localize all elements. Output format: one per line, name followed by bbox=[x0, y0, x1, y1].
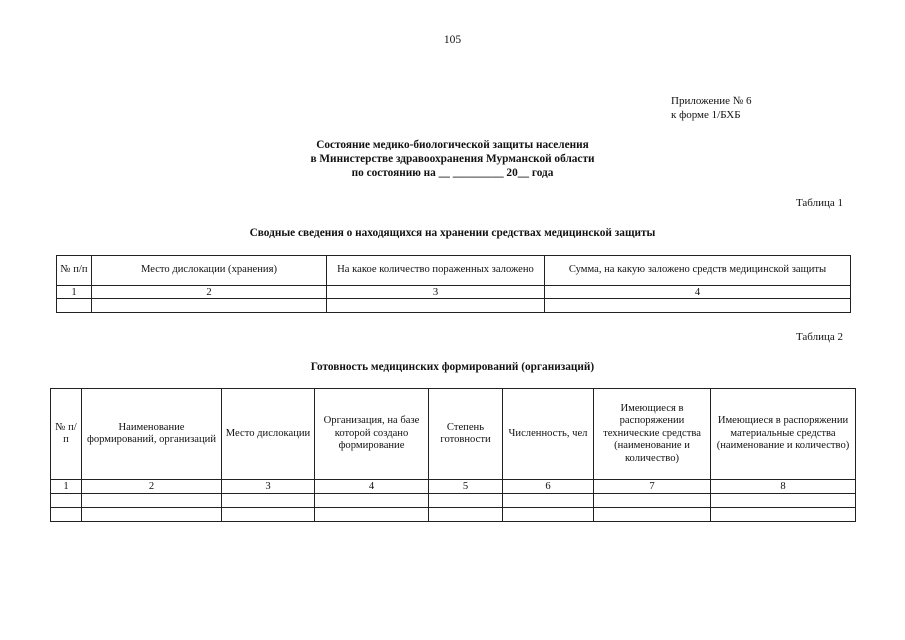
column-number: 8 bbox=[711, 480, 856, 494]
header-cell: Организация, на базе которой создано формирование bbox=[315, 389, 429, 480]
table-cell bbox=[503, 494, 594, 508]
header-cell: Численность, чел bbox=[503, 389, 594, 480]
table-header-row bbox=[51, 389, 856, 480]
table-header-row bbox=[57, 256, 851, 286]
table-cell bbox=[545, 299, 851, 313]
table-cell bbox=[51, 508, 82, 522]
title-line-2: в Министерстве здравоохранения Мурманской области bbox=[310, 153, 595, 165]
header-cell: Наименование формирований, организаций bbox=[82, 389, 222, 480]
table-cell bbox=[315, 508, 429, 522]
column-number-row bbox=[57, 286, 851, 299]
table-cell bbox=[594, 494, 711, 508]
table-cell bbox=[429, 494, 503, 508]
column-number-row bbox=[51, 480, 856, 494]
table-cell bbox=[222, 508, 315, 522]
column-number: 7 bbox=[594, 480, 711, 494]
column-number: 3 bbox=[222, 480, 315, 494]
column-number: 3 bbox=[327, 286, 545, 299]
column-number: 1 bbox=[51, 480, 82, 494]
column-number: 4 bbox=[315, 480, 429, 494]
header-cell: Имеющиеся в распоряжении материальные средства (наименование и количество) bbox=[711, 389, 856, 480]
column-number: 6 bbox=[503, 480, 594, 494]
table-cell bbox=[57, 299, 92, 313]
table-cell bbox=[429, 508, 503, 522]
appendix-line-1: Приложение № 6 bbox=[671, 95, 752, 107]
table-row bbox=[57, 299, 851, 313]
table-cell bbox=[594, 508, 711, 522]
appendix-line-2: к форме 1/БХБ bbox=[671, 109, 741, 121]
title-line-3: по состоянию на __ _________ 20__ года bbox=[351, 167, 554, 179]
header-cell: № п/п bbox=[51, 389, 82, 480]
table1-title: Сводные сведения о находящихся на хранении средствах медицинской защиты bbox=[249, 227, 656, 239]
table-cell bbox=[222, 494, 315, 508]
header-cell: Имеющиеся в распоряжении технические средства (наименование и количество) bbox=[594, 389, 711, 480]
page-number: 105 bbox=[443, 34, 462, 46]
table-row bbox=[51, 494, 856, 508]
summary-table bbox=[56, 255, 851, 313]
column-number: 2 bbox=[92, 286, 327, 299]
header-cell: Сумма, на какую заложено средств медицинской защиты bbox=[545, 256, 851, 286]
column-number: 5 bbox=[429, 480, 503, 494]
table-cell bbox=[503, 508, 594, 522]
table-cell bbox=[327, 299, 545, 313]
table2-label: Таблица 2 bbox=[795, 331, 843, 343]
appendix-note bbox=[671, 94, 752, 122]
header-cell: № п/п bbox=[57, 256, 92, 286]
column-number: 1 bbox=[57, 286, 92, 299]
table-row bbox=[51, 508, 856, 522]
table-cell bbox=[82, 508, 222, 522]
readiness-table bbox=[50, 388, 856, 522]
table-cell bbox=[82, 494, 222, 508]
header-cell: Степень готовности bbox=[429, 389, 503, 480]
column-number: 4 bbox=[545, 286, 851, 299]
table-cell bbox=[51, 494, 82, 508]
table-cell bbox=[711, 508, 856, 522]
column-number: 2 bbox=[82, 480, 222, 494]
table2-title: Готовность медицинских формирований (организаций) bbox=[310, 361, 595, 373]
header-cell: На какое количество пораженных заложено bbox=[327, 256, 545, 286]
title-line-1: Состояние медико-биологической защиты населения bbox=[316, 139, 589, 151]
table-cell bbox=[92, 299, 327, 313]
table-cell bbox=[711, 494, 856, 508]
table1-label: Таблица 1 bbox=[795, 197, 843, 209]
table-cell bbox=[315, 494, 429, 508]
document-title bbox=[0, 138, 905, 180]
header-cell: Место дислокации bbox=[222, 389, 315, 480]
header-cell: Место дислокации (хранения) bbox=[92, 256, 327, 286]
